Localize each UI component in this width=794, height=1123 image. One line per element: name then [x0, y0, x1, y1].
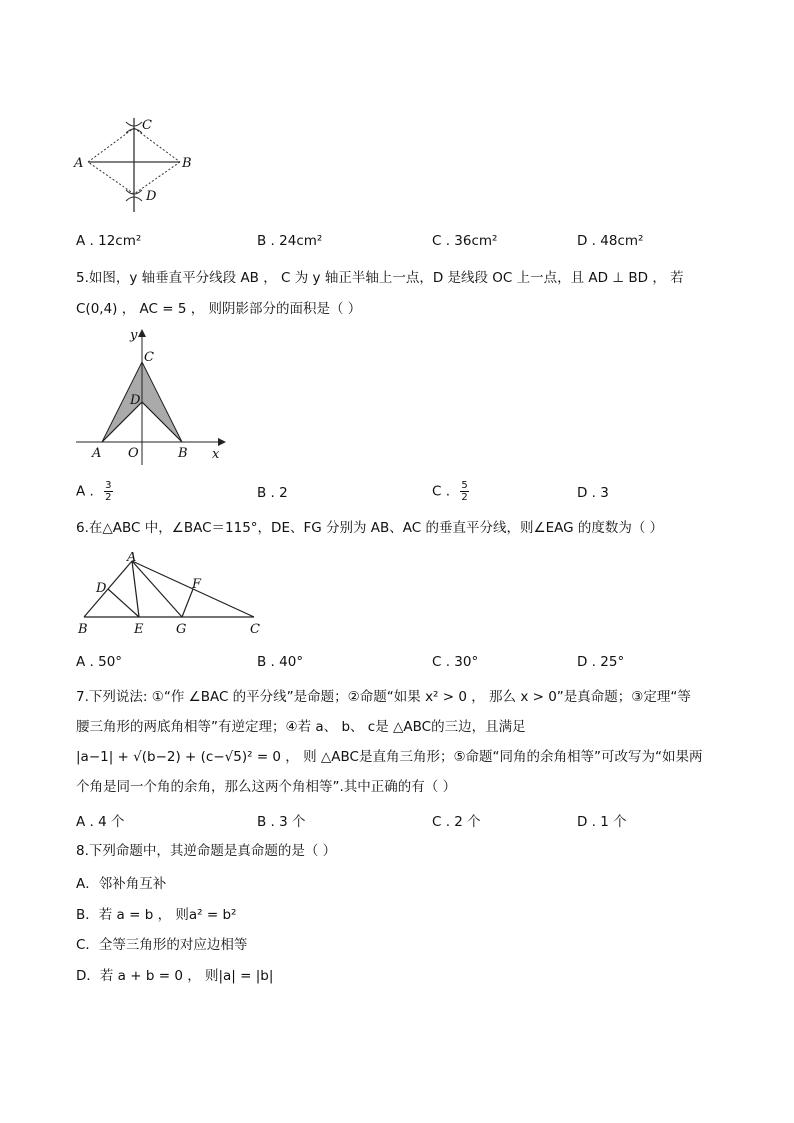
q5-option-c [432, 480, 469, 503]
q5-label-b: B [178, 446, 188, 461]
q8-choice-a: A．邻补角互补 [76, 876, 167, 892]
q7-stem-line4: 个角是同一个角的余角，那么这两个角相等”.其中正确的有（ ） [76, 779, 457, 795]
q5-option-a-fraction [104, 480, 112, 503]
q5-option-c-fraction [460, 480, 468, 503]
q5-label-a: A [92, 446, 102, 461]
q4-option-c: C . 36cm² [432, 233, 498, 249]
q7-stem-line2: 腰三角形的两底角相等”有逆定理；④若 a、 b、 c是 △ABC的三边，且满足 [76, 719, 526, 735]
q7-option-b: B . 3 个 [257, 814, 306, 830]
q5-option-c-prefix: C . [432, 483, 451, 500]
q5-stem-line2: C(0,4) ， AC = 5 ， 则阴影部分的面积是（ ） [76, 301, 362, 317]
q5-option-d: D . 3 [577, 485, 609, 501]
q8-choice-b: B．若 a = b ， 则a² = b² [76, 907, 237, 923]
q4-option-d: D . 48cm² [577, 233, 644, 249]
q7-option-d: D . 1 个 [577, 814, 627, 830]
q7-stem-line3: |a−1| + √(b−2) + (c−√5)² = 0 ， 则 △ABC是直角三角形；⑤命题“同角的余角相等”可改写为“如果两 [76, 749, 703, 765]
q5-label-d: D [130, 393, 141, 408]
q4-label-b: B [182, 156, 192, 171]
q6-label-d: D [96, 581, 107, 596]
q8-stem-line1: 8.下列命题中，其逆命题是真命题的是（ ） [76, 843, 337, 859]
q4-label-a: A [74, 156, 84, 171]
q7-stem-line1: 7.下列说法: ①“作 ∠BAC 的平分线”是命题；②命题“如果 x² > 0 ， 那么 x > 0”是真命题；③定理“等 [76, 689, 691, 705]
q6-option-d: D . 25° [577, 654, 625, 670]
q5-option-a-prefix: A . [76, 483, 94, 500]
q4-option-a: A . 12cm² [76, 233, 142, 249]
q6-label-a: A [127, 552, 137, 565]
q5-option-b: B . 2 [257, 485, 288, 501]
q6-label-c: C [250, 622, 260, 637]
q5-label-y: y [130, 328, 138, 343]
q6-figure [72, 552, 272, 637]
q4-label-d: D [146, 189, 157, 204]
q4-label-c: C [142, 118, 152, 133]
q6-option-c: C . 30° [432, 654, 479, 670]
q6-option-b: B . 40° [257, 654, 304, 670]
q5-label-o: O [128, 446, 139, 461]
q5-option-a [76, 480, 113, 503]
q6-stem-line1: 6.在△ABC 中，∠BAC＝115°，DE、FG 分别为 AB、AC 的垂直平分线，则∠EAG 的度数为（ ） [76, 520, 664, 536]
q5-option-a-denominator: 2 [105, 492, 112, 503]
q6-label-b: B [78, 622, 88, 637]
q4-option-b: B . 24cm² [257, 233, 323, 249]
q7-option-c: C . 2 个 [432, 814, 481, 830]
q6-label-e: E [134, 622, 144, 637]
q7-option-a: A . 4 个 [76, 814, 125, 830]
q6-option-a: A . 50° [76, 654, 123, 670]
q5-option-c-denominator: 2 [461, 492, 468, 503]
q6-label-f: F [192, 577, 202, 592]
q4-figure [70, 112, 200, 217]
q5-label-c: C [144, 350, 154, 365]
q6-label-g: G [176, 622, 187, 637]
q5-label-x: x [212, 447, 220, 462]
q5-option-a-numerator: 3 [105, 480, 112, 491]
q8-choice-c: C．全等三角形的对应边相等 [76, 937, 248, 953]
q5-figure [70, 325, 230, 465]
q5-option-c-numerator: 5 [461, 480, 468, 491]
q5-stem-line1: 5.如图，y 轴垂直平分线段 AB ， C 为 y 轴正半轴上一点，D 是线段 OC 上一点，且 AD ⊥ BD ， 若 [76, 270, 684, 286]
q8-choice-d: D．若 a + b = 0 ， 则|a| = |b| [76, 968, 274, 984]
